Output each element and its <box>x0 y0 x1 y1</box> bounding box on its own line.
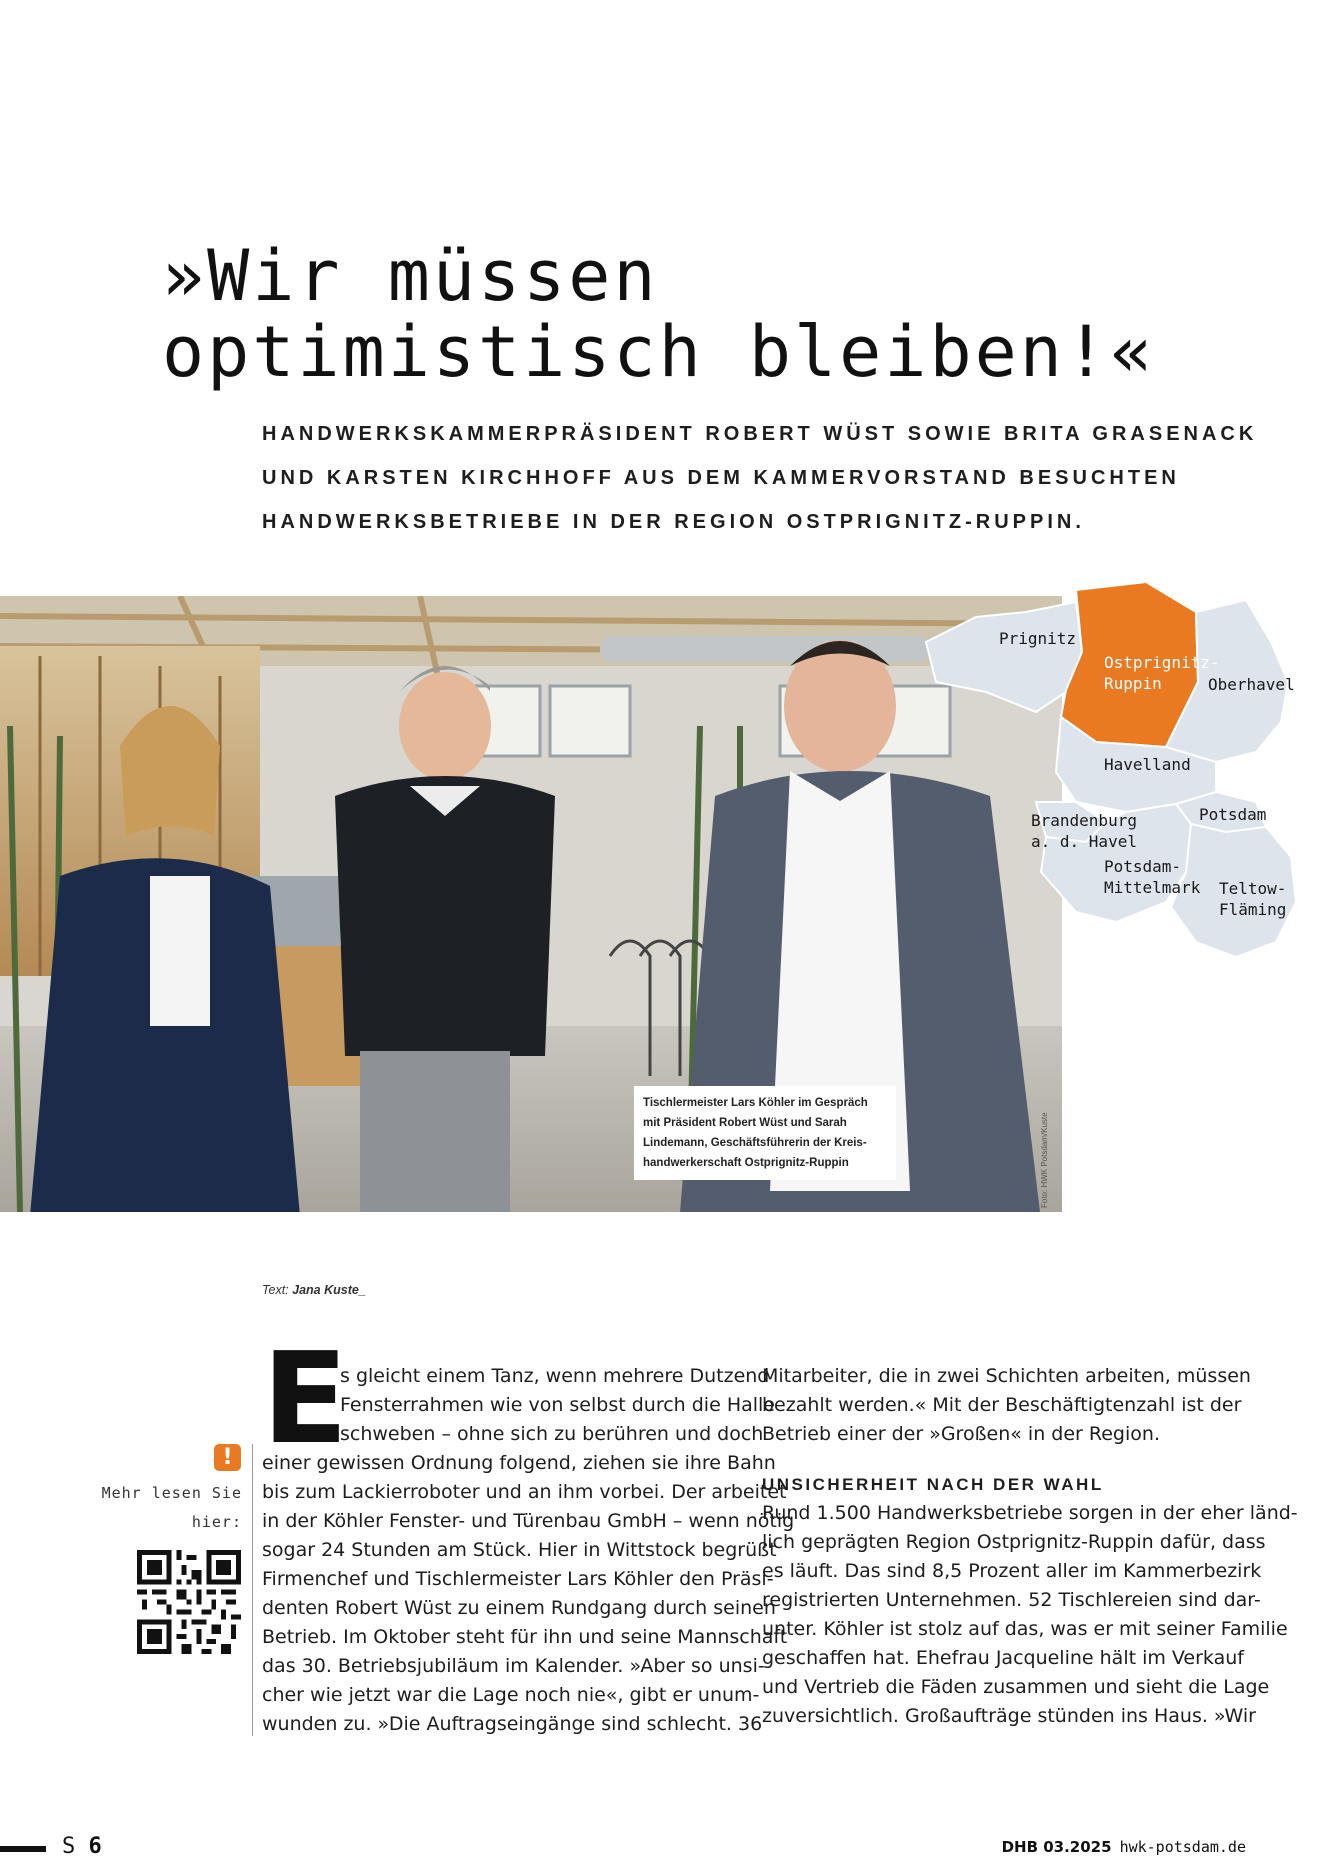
body-line: Mitarbeiter, die in zwei Schichten arbeiten, müssen <box>762 1365 1251 1387</box>
body-line: geschaffen hat. Ehefrau Jacqueline hält im Verkauf <box>762 1647 1244 1669</box>
body-line: in der Köhler Fenster- und Türenbau GmbH – wenn nötig <box>262 1510 795 1532</box>
body-line: Firmenchef und Tischlermeister Lars Köhler den Präsi- <box>262 1568 774 1590</box>
body-line: lich geprägten Region Ostprignitz-Ruppin dafür, dass <box>762 1531 1266 1553</box>
byline-prefix: Text: <box>262 1283 289 1297</box>
exclamation-icon: ! <box>214 1444 241 1471</box>
body-line: Fensterrahmen wie von selbst durch die Halle <box>340 1394 775 1416</box>
body-line: Betrieb. Im Oktober steht für ihn und seine Mannschaft <box>262 1626 788 1648</box>
body-line: zuversichtlich. Großaufträge stünden ins Haus. »Wir <box>762 1705 1256 1727</box>
footer-bar <box>0 1846 46 1852</box>
byline <box>262 1283 366 1297</box>
body-line: und Vertrieb die Fäden zusammen und sieht die Lage <box>762 1676 1270 1698</box>
body-line: wunden zu. »Die Auftragseingänge sind schlecht. 36 <box>262 1713 763 1735</box>
body-line: sogar 24 Stunden am Stück. Hier in Wittstock begrüßt <box>262 1539 777 1561</box>
map-label-ostprignitz-ruppin: Ostprignitz- Ruppin <box>1104 653 1220 693</box>
deck-line: HANDWERKSBETRIEBE IN DER REGION OSTPRIGNITZ-RUPPIN. <box>262 511 1085 533</box>
deck <box>262 412 1258 544</box>
photo-caption <box>634 1086 896 1180</box>
body-column-1 <box>262 1362 795 1739</box>
body-line: bis zum Lackierroboter und an ihm vorbei. Der arbeitet <box>262 1481 787 1503</box>
caption-line: Tischlermeister Lars Köhler im Gespräch <box>643 1097 868 1109</box>
body-line: bezahlt werden.« Mit der Beschäftigtenzahl ist der <box>762 1394 1242 1416</box>
region-map-shapes <box>916 572 1326 987</box>
read-more-label: Mehr lesen Sie hier: <box>101 1484 242 1531</box>
page-number-value: 6 <box>88 1834 102 1859</box>
body-line: Betrieb einer der »Großen« in der Region. <box>762 1423 1160 1445</box>
caption-line: mit Präsident Robert Wüst und Sarah <box>643 1117 847 1129</box>
caption-line: handwerkerschaft Ostprignitz-Ruppin <box>643 1157 849 1169</box>
map-label-potsdam: Potsdam <box>1199 805 1267 824</box>
map-label-oberhavel: Oberhavel <box>1208 675 1295 694</box>
map-label-teltow-flaming: Teltow- Fläming <box>1219 879 1287 919</box>
workshop-photo-illustration <box>0 596 1062 1212</box>
body-line: s gleicht einem Tanz, wenn mehrere Dutzend <box>340 1365 770 1387</box>
map-region-prignitz <box>926 602 1082 712</box>
sidebar-divider <box>252 1444 253 1736</box>
map-label-brandenburg: Brandenburg a. d. Havel <box>1031 811 1137 851</box>
caption-line: Lindemann, Geschäftsführerin der Kreis- <box>643 1137 867 1149</box>
region-map <box>916 572 1326 987</box>
page-prefix: S <box>62 1834 76 1859</box>
qr-code[interactable] <box>137 1550 241 1654</box>
body-line: Rund 1.500 Handwerksbetriebe sorgen in der eher länd- <box>762 1502 1298 1524</box>
workshop-photo <box>0 596 1062 1212</box>
map-label-potsdam-mittelmark: Potsdam- Mittelmark <box>1104 857 1201 897</box>
subheading: UNSICHERHEIT NACH DER WAHL <box>762 1475 1104 1494</box>
deck-line: UND KARSTEN KIRCHHOFF AUS DEM KAMMERVORSTAND BESUCHTEN <box>262 467 1180 489</box>
body-line: das 30. Betriebsjubiläum im Kalender. »Aber so unsi- <box>262 1655 765 1677</box>
page-number <box>62 1834 102 1859</box>
deck-line: HANDWERKSKAMMERPRÄSIDENT ROBERT WÜST SOWIE BRITA GRASENACK <box>262 423 1258 445</box>
byline-author: Jana Kuste_ <box>292 1283 366 1297</box>
issue-label: DHB 03.2025 <box>1001 1838 1112 1856</box>
body-line: registrierten Unternehmen. 52 Tischlereien sind dar- <box>762 1589 1261 1611</box>
headline-line: »Wir müssen <box>162 235 659 317</box>
body-line: schweben – ohne sich zu berühren und doch <box>340 1423 764 1445</box>
footer-info <box>1002 1838 1246 1856</box>
dropcap: E <box>262 1325 349 1472</box>
photo-credit: Foto: HWK Potsdam/Kuste <box>1040 1112 1049 1208</box>
site-link[interactable]: hwk-potsdam.de <box>1119 1838 1246 1856</box>
body-line: es läuft. Das sind 8,5 Prozent aller im Kammerbezirk <box>762 1560 1262 1582</box>
body-column-2 <box>762 1362 1298 1731</box>
body-line: unter. Köhler ist stolz auf das, was er mit seiner Familie <box>762 1618 1288 1640</box>
headline <box>162 235 1156 393</box>
body-line: cher wie jetzt war die Lage noch nie«, gibt er unum- <box>262 1684 760 1706</box>
map-label-havelland: Havelland <box>1104 755 1191 774</box>
map-label-prignitz: Prignitz <box>999 629 1077 648</box>
body-line: einer gewissen Ordnung folgend, ziehen sie ihre Bahn <box>262 1452 776 1474</box>
body-line: denten Robert Wüst zu einem Rundgang durch seinen <box>262 1597 776 1619</box>
headline-line: optimistisch bleiben!« <box>162 311 1156 393</box>
